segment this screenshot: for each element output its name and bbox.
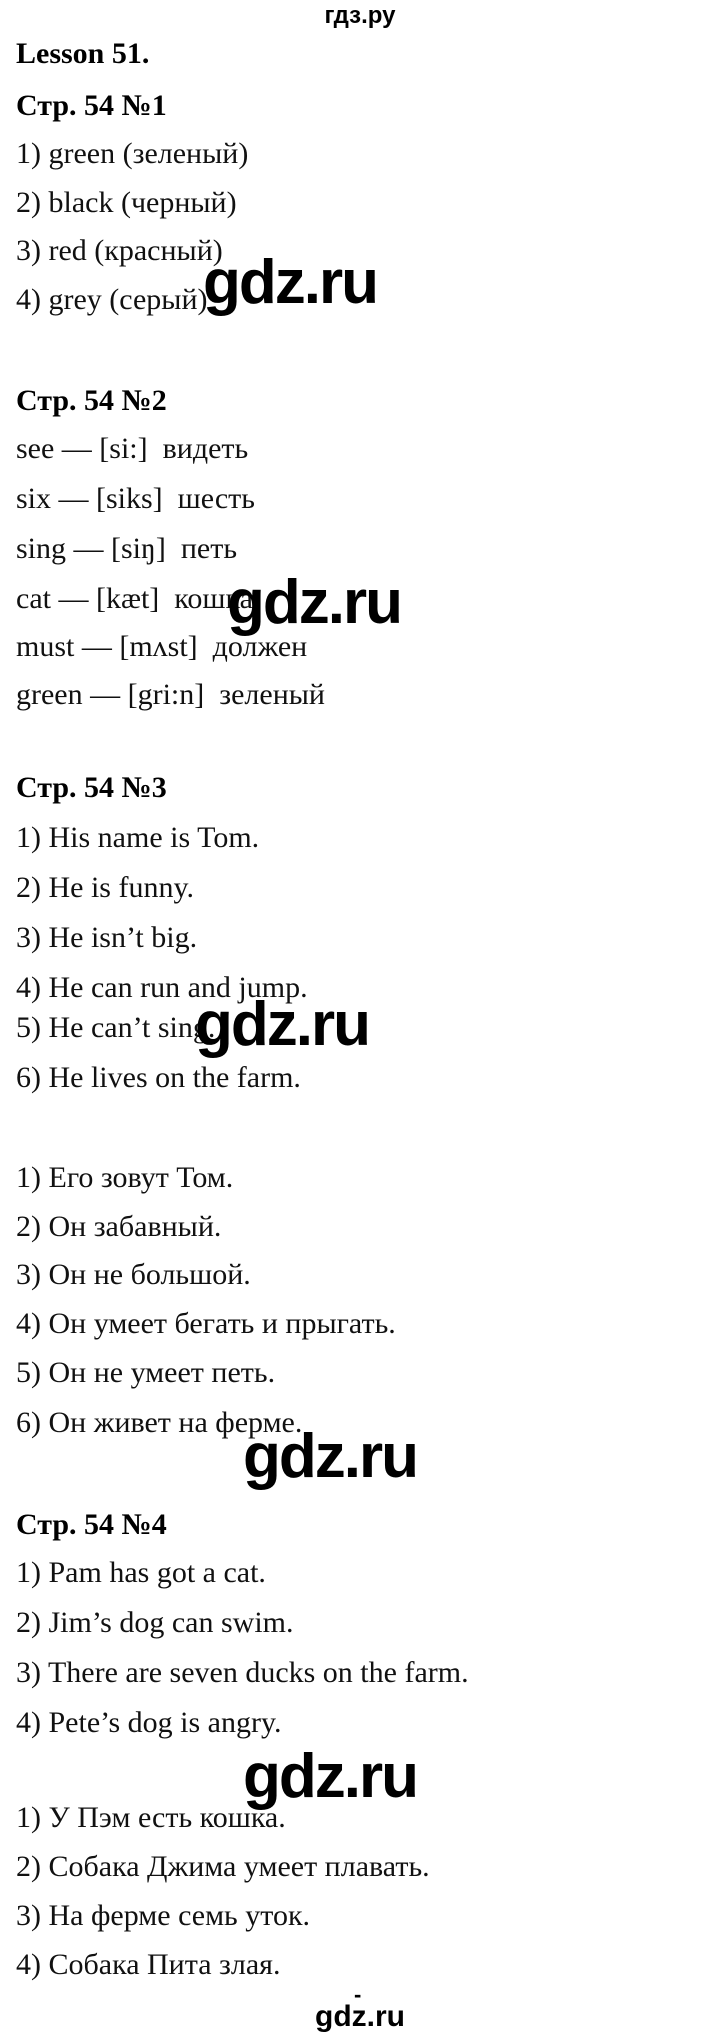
vocab-line: sing — [siŋ] петь (16, 532, 238, 565)
answer-line: 2) Jim’s dog can swim. (16, 1606, 294, 1639)
section-2-heading: Стр. 54 №2 (16, 384, 167, 417)
answer-line: 3) red (красный) (16, 234, 223, 267)
vocab-line: must — [mʌst] должен (16, 630, 308, 663)
section-4-heading: Стр. 54 №4 (16, 1508, 167, 1541)
gdz-watermark: gdz.ru (243, 1742, 417, 1811)
section-1-heading: Стр. 54 №1 (16, 89, 167, 122)
translation-line: 3) На ферме семь уток. (16, 1899, 311, 1932)
translation-line: 1) У Пэм есть кошка. (16, 1801, 286, 1834)
footer-logo: gdz.ru (315, 2000, 405, 2033)
vocab-line: cat — [kæt] кошка (16, 582, 253, 615)
vocab-line: see — [si:] видеть (16, 432, 249, 465)
translation-line: 4) Он умеет бегать и прыгать. (16, 1307, 396, 1340)
site-header: гдз.ру (324, 2, 396, 29)
translation-line: 4) Собака Пита злая. (16, 1948, 281, 1981)
answer-line: 4) Pete’s dog is angry. (16, 1706, 282, 1739)
answer-line: 4) He can run and jump. (16, 971, 308, 1004)
lesson-title: Lesson 51. (16, 37, 150, 70)
vocab-line: six — [siks] шесть (16, 482, 255, 515)
translation-line: 6) Он живет на ферме. (16, 1406, 303, 1439)
gdz-watermark: gdz.ru (243, 1422, 417, 1491)
answer-line: 3) He isn’t big. (16, 921, 198, 954)
translation-line: 1) Его зовут Том. (16, 1161, 234, 1194)
gdz-watermark: gdz.ru (195, 990, 369, 1059)
translation-line: 3) Он не большой. (16, 1258, 251, 1291)
gdz-watermark: gdz.ru (203, 248, 377, 317)
answer-line: 6) He lives on the farm. (16, 1061, 301, 1094)
translation-line: 2) Он забавный. (16, 1210, 222, 1243)
vocab-line: green — [gri:n] зеленый (16, 678, 325, 711)
answer-line: 1) His name is Tom. (16, 821, 260, 854)
gdz-watermark: gdz.ru (227, 568, 401, 637)
answer-line: 2) black (черный) (16, 186, 237, 219)
translation-line: 5) Он не умеет петь. (16, 1356, 276, 1389)
translation-line: 2) Собака Джима умеет плавать. (16, 1850, 430, 1883)
answer-line: 3) There are seven ducks on the farm. (16, 1656, 469, 1689)
footer-dash: - (354, 1982, 362, 2007)
answer-line: 2) He is funny. (16, 871, 195, 904)
answer-line: 1) Pam has got a cat. (16, 1556, 266, 1589)
answer-line: 5) He can’t sing. (16, 1011, 216, 1044)
section-3-heading: Стр. 54 №3 (16, 771, 167, 804)
answer-line: 1) green (зеленый) (16, 137, 249, 170)
answer-line: 4) grey (серый) (16, 283, 208, 316)
